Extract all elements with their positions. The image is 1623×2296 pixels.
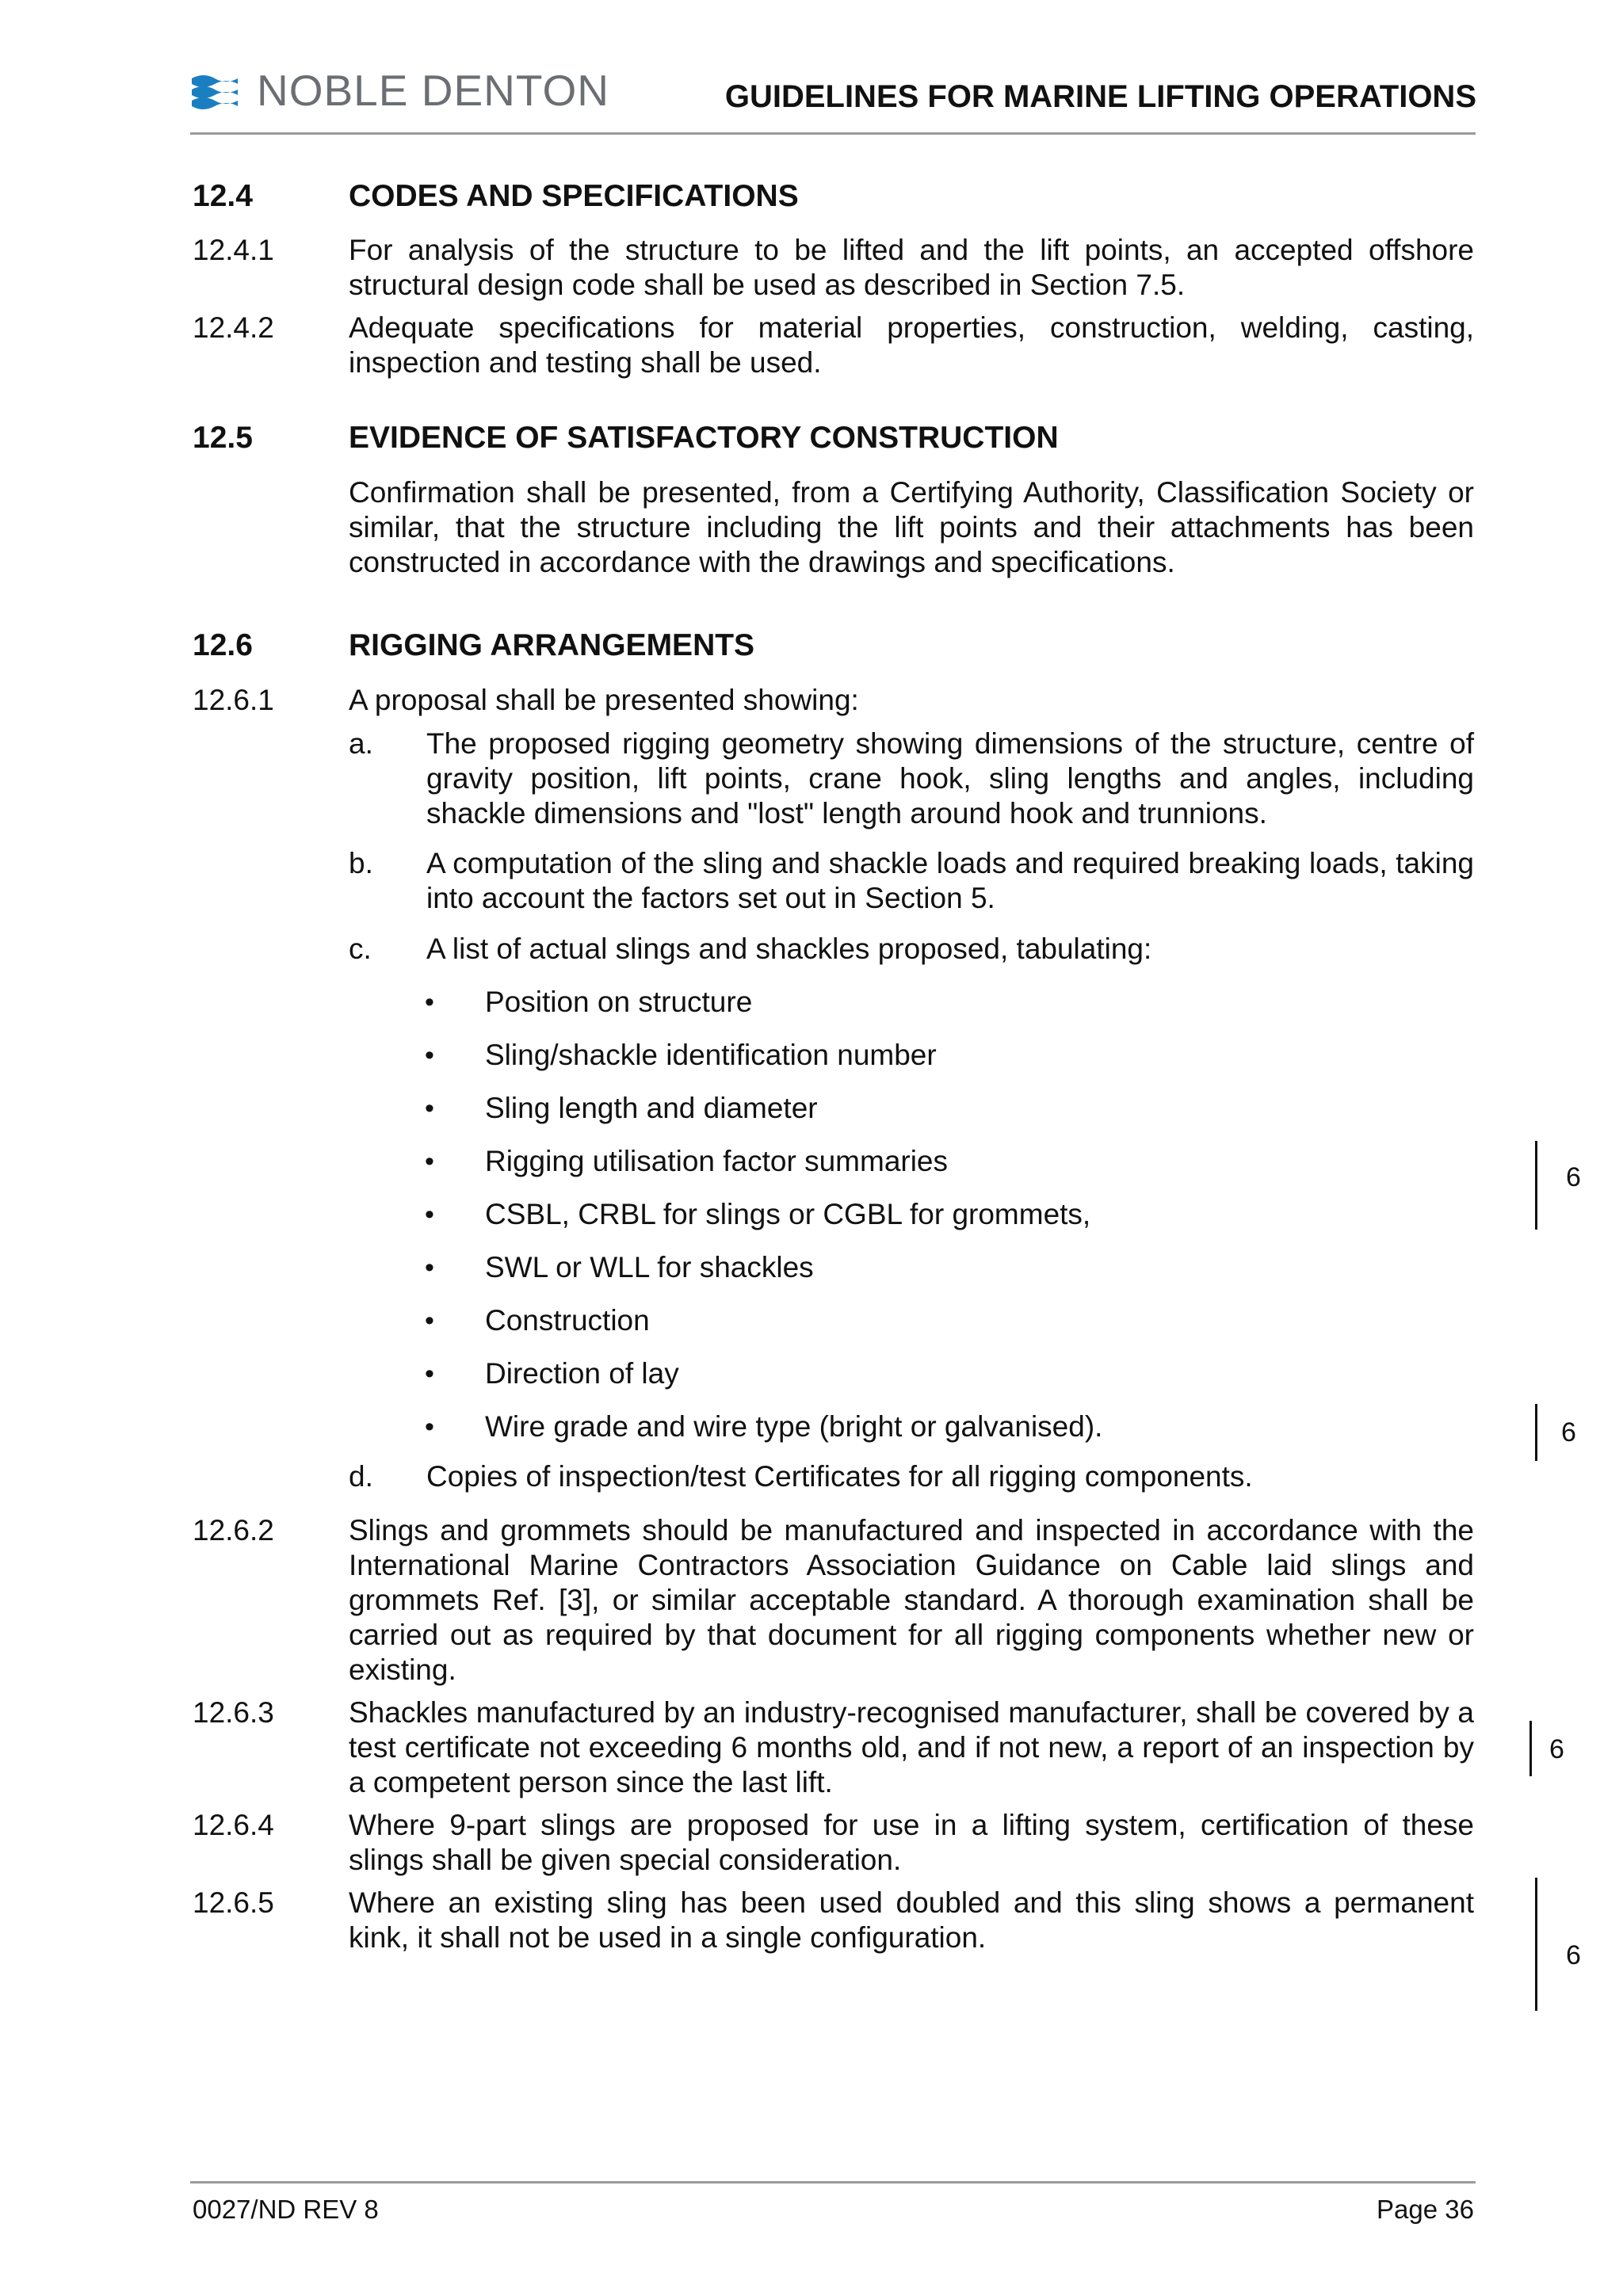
logo-wordmark: NOBLE DENTON <box>257 65 609 115</box>
bullet-marker: • <box>425 1199 434 1230</box>
clause-text: Slings and grommets should be manufactured and inspected in accordance with the International Marine Contractors Association Guidance on Cable laid slings and grommets Ref. [3], or similar acceptable standard. A thorough examination shall be carried out as required by that document for all rigging components whether new or existing. <box>349 1514 1474 1686</box>
revision-bar <box>1535 1878 1537 2011</box>
revision-bar <box>1535 1141 1537 1230</box>
clause-number: 12.6.3 <box>193 1696 274 1729</box>
clause-number: 12.4.2 <box>193 311 274 344</box>
clause-number: 12.6.2 <box>193 1514 274 1547</box>
wave-logo-icon <box>190 71 239 110</box>
bullet-item: Sling/shackle identification number <box>485 1039 937 1071</box>
clause-text: A proposal shall be presented showing: <box>349 684 859 716</box>
bullet-marker: • <box>425 1359 434 1389</box>
section-heading: CODES AND SPECIFICATIONS <box>349 179 799 213</box>
bullet-marker: • <box>425 1146 434 1177</box>
revision-mark: 6 <box>1566 1162 1581 1192</box>
list-item-text: Copies of inspection/test Certificates for all rigging components. <box>426 1460 1253 1493</box>
clause-number: 12.6.1 <box>193 684 274 716</box>
bullet-item: Position on structure <box>485 986 753 1018</box>
clause-text: Where an existing sling has been used doubled and this sling shows a permanent kink, it shall not be used in a single configuration. <box>349 1886 1474 1954</box>
bullet-item: CSBL, CRBL for slings or CGBL for grommets, <box>485 1198 1091 1230</box>
revision-bar <box>1535 1404 1537 1461</box>
clause-text: Shackles manufactured by an industry-recognised manufacturer, shall be covered by a test certificate not exceeding 6 months old, and if not new, a report of an inspection by a competent person since the last lift. <box>349 1696 1474 1798</box>
list-item-text: The proposed rigging geometry showing dimensions of the structure, centre of gravity position, lift points, crane hook, sling lengths and angles, including shackle dimensions and "lost" length around hook and trunnions. <box>426 727 1474 830</box>
list-item-text: A list of actual slings and shackles proposed, tabulating: <box>426 933 1152 965</box>
section-heading: EVIDENCE OF SATISFACTORY CONSTRUCTION <box>349 421 1059 455</box>
bullet-marker: • <box>425 1412 434 1442</box>
bullet-item: Construction <box>485 1304 650 1337</box>
bullet-marker: • <box>425 1306 434 1336</box>
revision-mark: 6 <box>1549 1734 1564 1764</box>
company-logo <box>190 65 609 115</box>
document-title: GUIDELINES FOR MARINE LIFTING OPERATIONS <box>724 79 1476 114</box>
list-letter: b. <box>349 847 373 879</box>
bullet-item: SWL or WLL for shackles <box>485 1251 814 1283</box>
revision-bar <box>1529 1721 1532 1776</box>
document-reference: 0027/ND REV 8 <box>193 2195 379 2224</box>
bullet-marker: • <box>425 1093 434 1123</box>
section-number: 12.4 <box>193 179 253 213</box>
list-letter: c. <box>349 933 372 965</box>
revision-mark: 6 <box>1566 1940 1581 1970</box>
bullet-marker: • <box>425 1253 434 1283</box>
list-item-text: A computation of the sling and shackle loads and required breaking loads, taking into account the factors set out in Section 5. <box>426 847 1474 914</box>
section-number: 12.5 <box>193 421 253 455</box>
revision-mark: 6 <box>1561 1417 1576 1447</box>
section-heading: RIGGING ARRANGEMENTS <box>349 628 755 662</box>
clause-number: 12.6.4 <box>193 1809 274 1841</box>
clause-number: 12.6.5 <box>193 1886 274 1919</box>
clause-text: Confirmation shall be presented, from a Certifying Authority, Classification Society or similar, that the structure including the lift points and their attachments has been constructed in accordance with the drawings and specifications. <box>349 476 1474 578</box>
list-letter: d. <box>349 1460 373 1493</box>
footer-rule <box>190 2181 1476 2183</box>
bullet-item: Direction of lay <box>485 1357 679 1390</box>
clause-text: Adequate specifications for material properties, construction, welding, casting, inspection and testing shall be used. <box>349 311 1474 379</box>
bullet-marker: • <box>425 1040 434 1070</box>
list-letter: a. <box>349 727 373 760</box>
section-number: 12.6 <box>193 628 253 662</box>
bullet-item: Wire grade and wire type (bright or galvanised). <box>485 1410 1103 1443</box>
bullet-marker: • <box>425 987 434 1017</box>
clause-text: Where 9-part slings are proposed for use in a lifting system, certification of these slings shall be given special consideration. <box>349 1809 1474 1876</box>
clause-text: For analysis of the structure to be lifted and the lift points, an accepted offshore structural design code shall be used as described in Section 7.5. <box>349 234 1474 301</box>
bullet-item: Rigging utilisation factor summaries <box>485 1145 949 1177</box>
clause-number: 12.4.1 <box>193 234 274 266</box>
page-number: Page 36 <box>1377 2195 1474 2224</box>
bullet-item: Sling length and diameter <box>485 1092 818 1124</box>
header-rule <box>190 132 1476 135</box>
